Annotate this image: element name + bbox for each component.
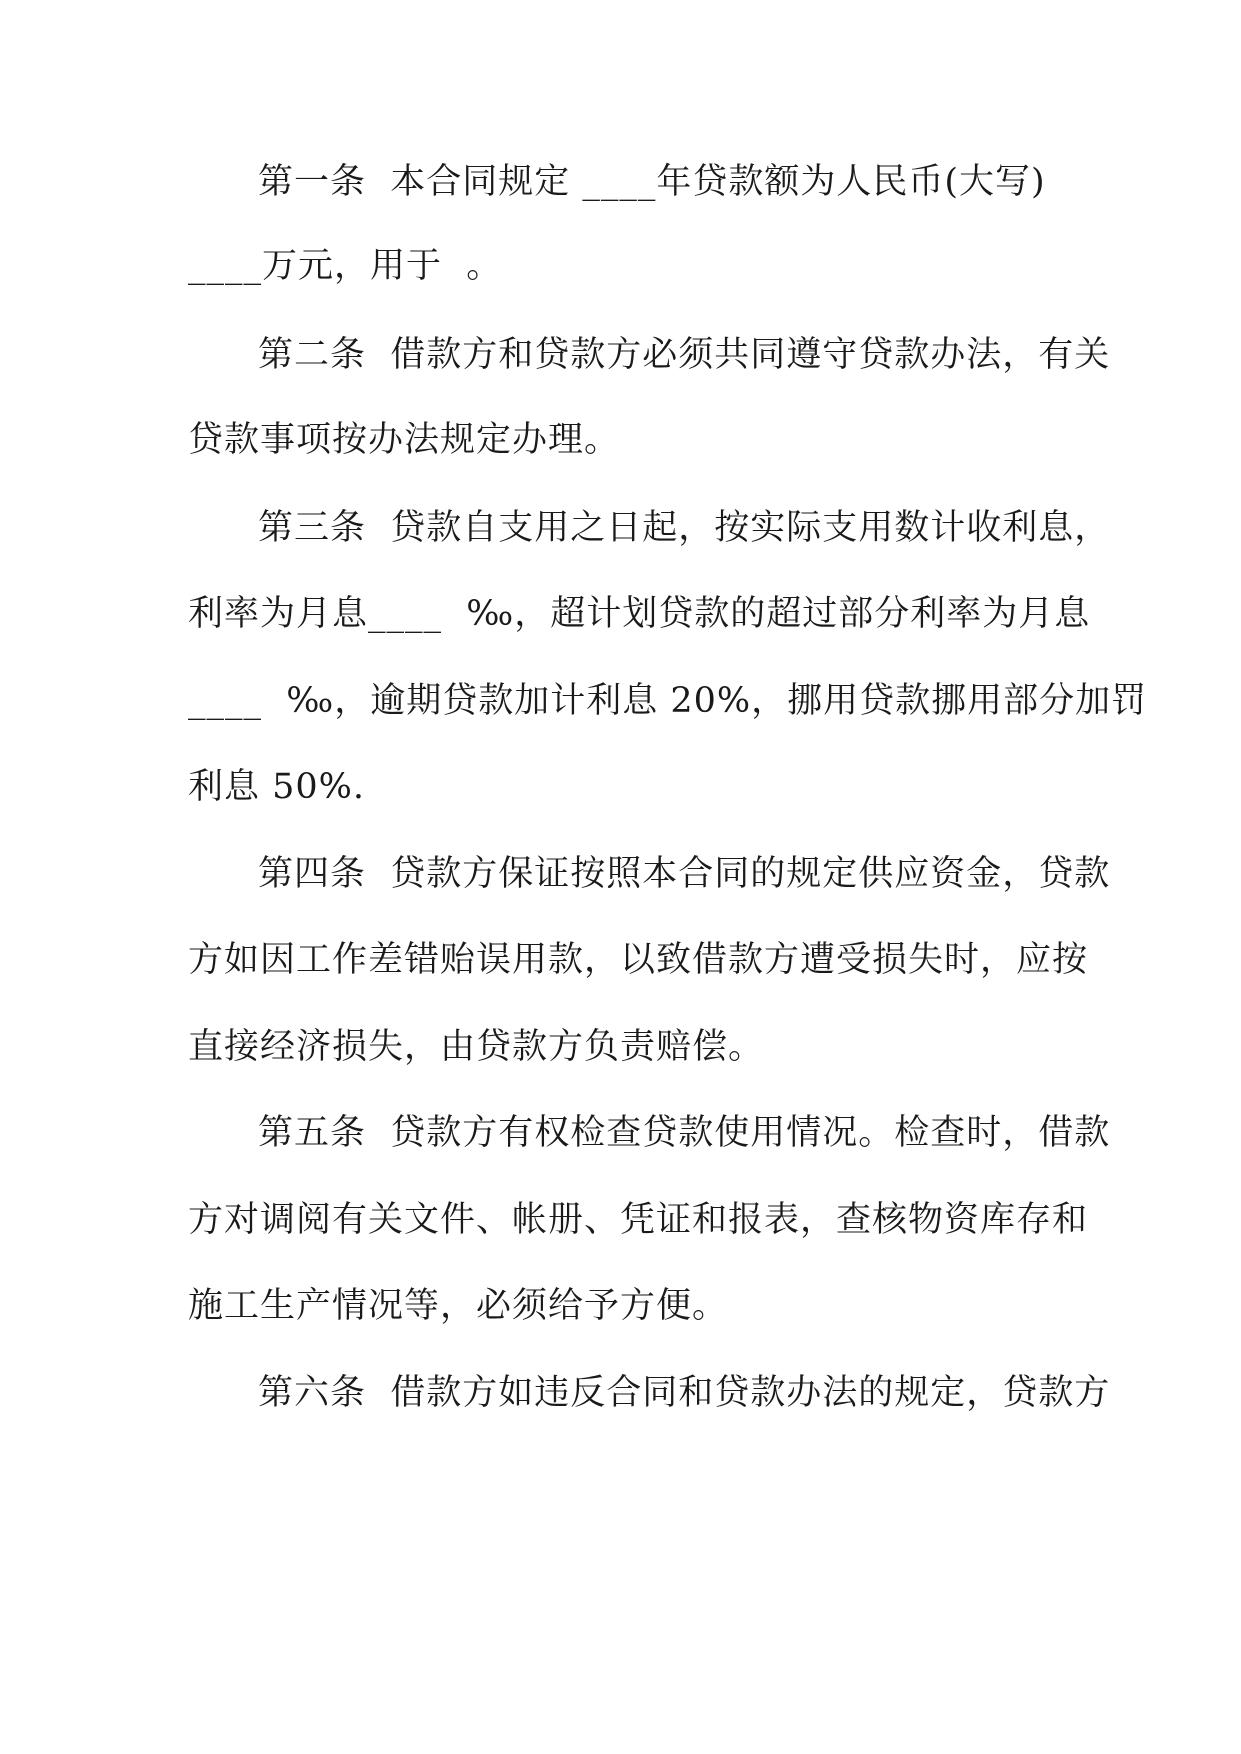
article-3-line-3: ____ ‰，逾期贷款加计利息 20%，挪用贷款挪用部分加罚: [188, 681, 1148, 721]
article-2-line-2: 贷款事项按办法规定办理。: [188, 420, 621, 460]
article-1-line-2: ____万元，用于 。: [188, 246, 503, 286]
article-5-line-2: 方对调阅有关文件、帐册、凭证和报表，查核物资库存和: [188, 1200, 1089, 1240]
article-4-line-1: 第四条 贷款方保证按照本合同的规定供应资金，贷款: [258, 854, 1111, 894]
article-5-line-3: 施工生产情况等，必须给予方便。: [188, 1286, 729, 1326]
article-4-line-2: 方如因工作差错贻误用款，以致借款方遭受损失时，应按: [188, 940, 1089, 980]
article-3-line-2: 利率为月息____ ‰，超计划贷款的超过部分利率为月息: [188, 594, 1091, 634]
article-1-line-1: 第一条 本合同规定 ____年贷款额为人民币(大写): [258, 162, 1046, 202]
article-5-line-1: 第五条 贷款方有权检查贷款使用情况。检查时，借款: [258, 1113, 1111, 1153]
article-4-line-3: 直接经济损失，由贷款方负责赔偿。: [188, 1027, 765, 1067]
article-6-line-1: 第六条 借款方如违反合同和贷款办法的规定，贷款方: [258, 1373, 1111, 1413]
article-2-line-1: 第二条 借款方和贷款方必须共同遵守贷款办法，有关: [258, 335, 1111, 375]
article-3-line-1: 第三条 贷款自支用之日起，按实际支用数计收利息，: [258, 508, 1111, 548]
article-3-line-4: 利息 50%.: [188, 767, 366, 807]
